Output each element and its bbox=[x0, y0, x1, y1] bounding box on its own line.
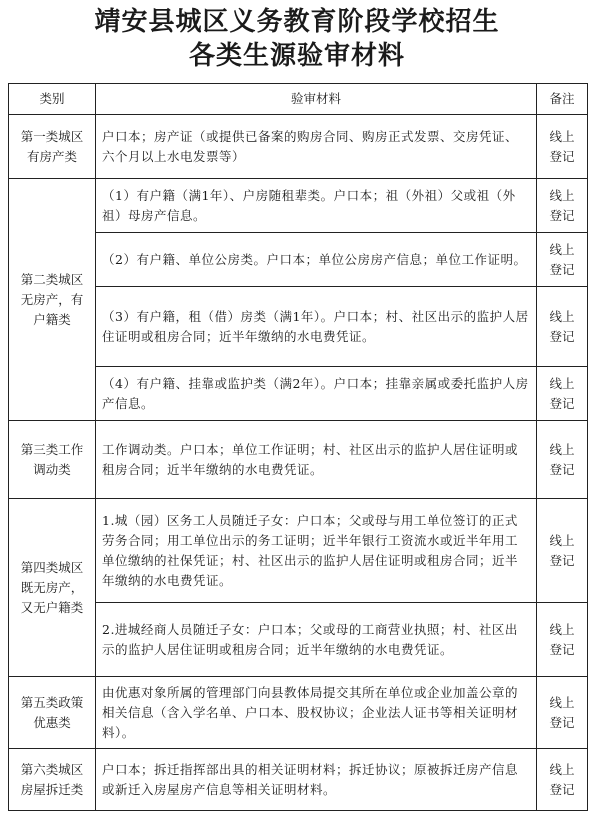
materials-cell: 2.进城经商人员随迁子女：户口本；父或母的工商营业执照；村、社区出示的监护人居住证明或租房合同；近半年缴纳的水电费凭证。 bbox=[96, 603, 537, 677]
materials-cell: 由优惠对象所属的管理部门向县教体局提交其所在单位或企业加盖公章的相关信息（含入学名单、户口本、股权协议；企业法人证书等相关证明材料）。 bbox=[96, 677, 537, 749]
category-cell: 第六类城区房屋拆迁类 bbox=[9, 749, 96, 811]
note-cell: 线上登记 bbox=[537, 499, 588, 603]
category-cell: 第四类城区既无房产，又无户籍类 bbox=[9, 499, 96, 677]
table-row bbox=[9, 115, 588, 179]
note-cell: 线上登记 bbox=[537, 115, 588, 179]
note-cell: 线上登记 bbox=[537, 179, 588, 233]
category-cell: 第二类城区无房产，有户籍类 bbox=[9, 179, 96, 421]
note-cell: 线上登记 bbox=[537, 677, 588, 749]
materials-cell: 工作调动类。户口本；单位工作证明；村、社区出示的监护人居住证明或租房合同；近半年缴纳的水电费凭证。 bbox=[96, 421, 537, 499]
table-row bbox=[9, 749, 588, 811]
table-row bbox=[9, 287, 588, 367]
materials-cell: （2）有户籍、单位公房类。户口本；单位公房房产信息；单位工作证明。 bbox=[96, 233, 537, 287]
materials-cell: 户口本；房产证（或提供已备案的购房合同、购房正式发票、交房凭证、六个月以上水电发票等） bbox=[96, 115, 537, 179]
table-header-row bbox=[9, 84, 588, 115]
note-cell: 线上登记 bbox=[537, 287, 588, 367]
table-row bbox=[9, 677, 588, 749]
note-cell: 线上登记 bbox=[537, 603, 588, 677]
category-cell: 第五类政策优惠类 bbox=[9, 677, 96, 749]
note-cell: 线上登记 bbox=[537, 233, 588, 287]
table-row bbox=[9, 499, 588, 603]
category-cell: 第三类工作调动类 bbox=[9, 421, 96, 499]
materials-cell: （1）有户籍（满1年）、户房随租辈类。户口本；祖（外祖）父或祖（外祖）母房产信息。 bbox=[96, 179, 537, 233]
table-row bbox=[9, 179, 588, 233]
header-materials: 验审材料 bbox=[96, 84, 537, 115]
document-title-line1: 靖安县城区义务教育阶段学校招生 bbox=[94, 7, 500, 37]
materials-cell: （4）有户籍、挂靠或监护类（满2年）。户口本；挂靠亲属或委托监护人房产信息。 bbox=[96, 367, 537, 421]
category-cell: 第一类城区有房产类 bbox=[9, 115, 96, 179]
note-cell: 线上登记 bbox=[537, 367, 588, 421]
materials-cell: 户口本；拆迁指挥部出具的相关证明材料；拆迁协议；原被拆迁房产信息或新迁入房屋房产信息等相关证明材料。 bbox=[96, 749, 537, 811]
materials-cell: 1.城（园）区务工人员随迁子女：户口本；父或母与用工单位签订的正式劳务合同；用工单位出示的务工证明；近半年银行工资流水或近半年用工单位缴纳的社保凭证；村、社区出示的监护人居住证明或租房合同；近半年缴纳的水电费凭证。 bbox=[96, 499, 537, 603]
materials-cell: （3）有户籍，租（借）房类（满1年）。户口本；村、社区出示的监护人居住证明或租房合同；近半年缴纳的水电费凭证。 bbox=[96, 287, 537, 367]
note-cell: 线上登记 bbox=[537, 421, 588, 499]
table-row bbox=[9, 421, 588, 499]
materials-table bbox=[8, 83, 588, 811]
document-title-line2: 各类生源验审材料 bbox=[188, 41, 405, 71]
table-row bbox=[9, 233, 588, 287]
header-note: 备注 bbox=[537, 84, 588, 115]
header-category: 类别 bbox=[9, 84, 96, 115]
table-row bbox=[9, 367, 588, 421]
table-row bbox=[9, 603, 588, 677]
note-cell: 线上登记 bbox=[537, 749, 588, 811]
